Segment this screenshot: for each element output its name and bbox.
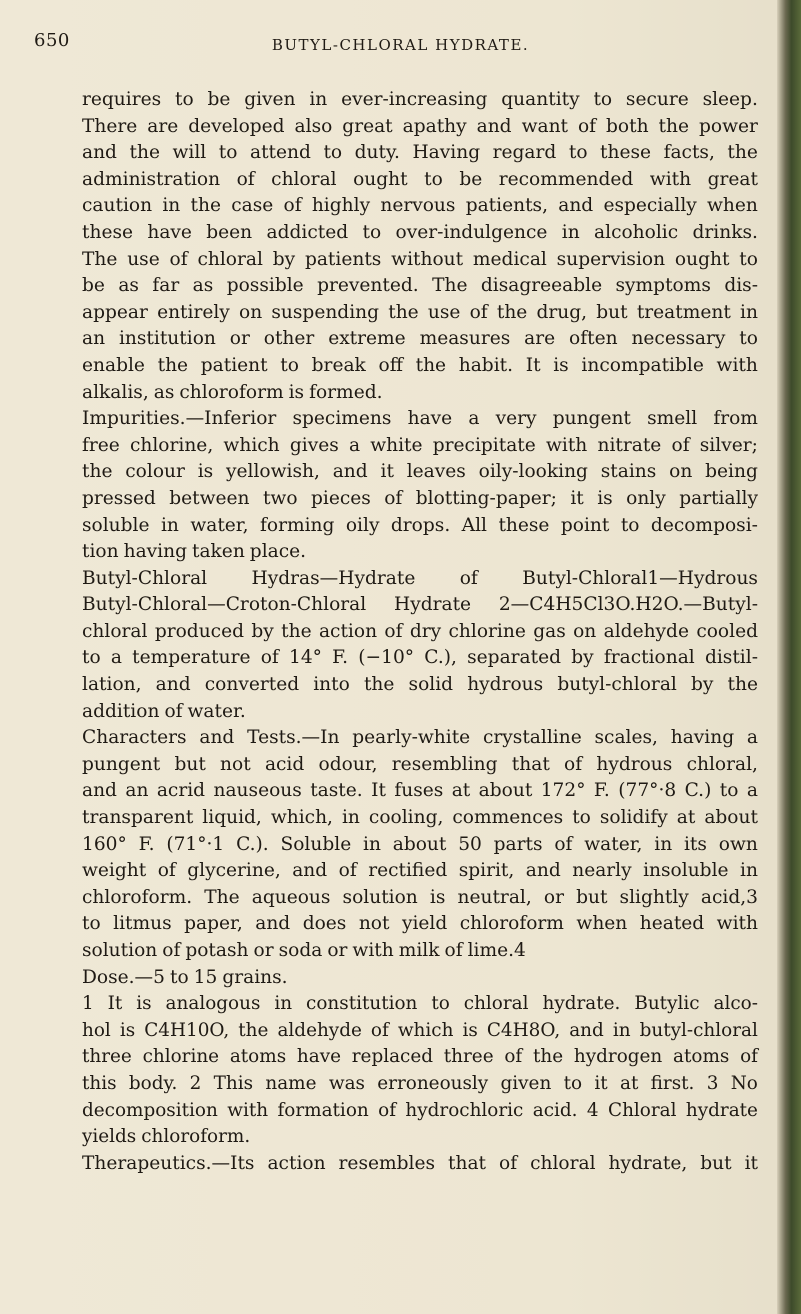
text-line: The use of chloral by patients without medical supervision ought to bbox=[82, 248, 758, 270]
footnote-line: this body. 2 This name was erroneously given to it at first. 3 No bbox=[82, 1072, 758, 1094]
dose-line: Dose.—5 to 15 grains. bbox=[82, 966, 288, 988]
page-binding-edge bbox=[777, 0, 801, 1314]
formula-line: Butyl-Chloral—Croton-Chloral Hydrate 2—C4H5Cl3O.H2O.—Butyl- bbox=[82, 594, 758, 616]
text-line: addition of water. bbox=[82, 700, 246, 722]
text-line: requires to be given in ever-increasing quantity to secure sleep. bbox=[82, 89, 758, 110]
text-line: and the will to attend to duty. Having regard to these facts, the bbox=[82, 142, 758, 164]
text-line: and an acrid nauseous taste. It fuses at about 172° F. (77°·8 C.) to a bbox=[82, 780, 758, 802]
text-line: these have been addicted to over-indulgence in alcoholic drinks. bbox=[82, 221, 758, 243]
footnote-line: hol is C4H10O, the aldehyde of which is C4H8O, and in butyl-chloral bbox=[82, 1019, 758, 1041]
text-line: weight of glycerine, and of rectified spirit, and nearly insoluble in bbox=[82, 860, 758, 882]
page-number: 650 bbox=[34, 30, 70, 51]
text-line: solution of potash or soda or with milk of lime.4 bbox=[82, 940, 526, 961]
characters-heading-line: Characters and Tests.—In pearly-white crystalline scales, having a bbox=[82, 727, 758, 749]
text-line: lation, and converted into the solid hydrous butyl-chloral by the bbox=[82, 674, 758, 696]
text-line: tion having taken place. bbox=[82, 541, 307, 563]
text-line: chloroform. The aqueous solution is neutral, or but slightly acid,3 bbox=[82, 886, 758, 908]
impurities-heading-line: Impurities.—Inferior specimens have a very pungent smell from bbox=[82, 408, 758, 430]
text-line: pressed between two pieces of blotting-paper; it is only partially bbox=[82, 487, 758, 509]
body-text bbox=[82, 87, 758, 1177]
text-line: alkalis, as chloroform is formed. bbox=[82, 381, 383, 403]
text-line: transparent liquid, which, in cooling, commences to solidify at about bbox=[82, 807, 758, 829]
footnote-line: decomposition with formation of hydrochloric acid. 4 Chloral hydrate bbox=[82, 1099, 758, 1121]
running-title: BUTYL-CHLORAL HYDRATE. bbox=[271, 36, 530, 54]
text-line: enable the patient to break off the habit. It is incompatible with bbox=[82, 354, 758, 376]
therapeutics-heading-line: Therapeutics.—Its action resembles that of chloral hydrate, but it bbox=[82, 1152, 758, 1174]
text-line: free chlorine, which gives a white precipitate with nitrate of silver; bbox=[82, 434, 758, 456]
text-line: 160° F. (71°·1 C.). Soluble in about 50 parts of water, in its own bbox=[82, 833, 758, 855]
text-line: to litmus paper, and does not yield chloroform when heated with bbox=[82, 913, 758, 935]
text-line: chloral produced by the action of dry chlorine gas on aldehyde cooled bbox=[82, 620, 758, 642]
text-line: to a temperature of 14° F. (−10° C.), separated by fractional distil- bbox=[82, 647, 758, 669]
text-line: caution in the case of highly nervous patients, and especially when bbox=[82, 195, 758, 217]
footnote-line: 1 It is analogous in constitution to chloral hydrate. Butylic alco- bbox=[82, 993, 758, 1015]
text-line: soluble in water, forming oily drops. All these point to decomposi- bbox=[82, 514, 758, 536]
footnote-line: three chlorine atoms have replaced three of the hydrogen atoms of bbox=[82, 1046, 758, 1068]
text-line: an institution or other extreme measures are often necessary to bbox=[82, 328, 758, 350]
text-line: be as far as possible prevented. The disagreeable symptoms dis- bbox=[82, 275, 758, 297]
text-line: the colour is yellowish, and it leaves oily-looking stains on being bbox=[82, 461, 758, 483]
text-line: administration of chloral ought to be recommended with great bbox=[82, 168, 758, 190]
text-line: There are developed also great apathy and want of both the power bbox=[82, 115, 758, 137]
text-line: appear entirely on suspending the use of the drug, but treatment in bbox=[82, 301, 758, 323]
butyl-chloral-heading-line: Butyl-Chloral Hydras—Hydrate of Butyl-Chloral1—Hydrous bbox=[82, 567, 758, 589]
text-line: pungent but not acid odour, resembling that of hydrous chloral, bbox=[82, 753, 758, 775]
footnote-line: yields chloroform. bbox=[82, 1126, 251, 1148]
